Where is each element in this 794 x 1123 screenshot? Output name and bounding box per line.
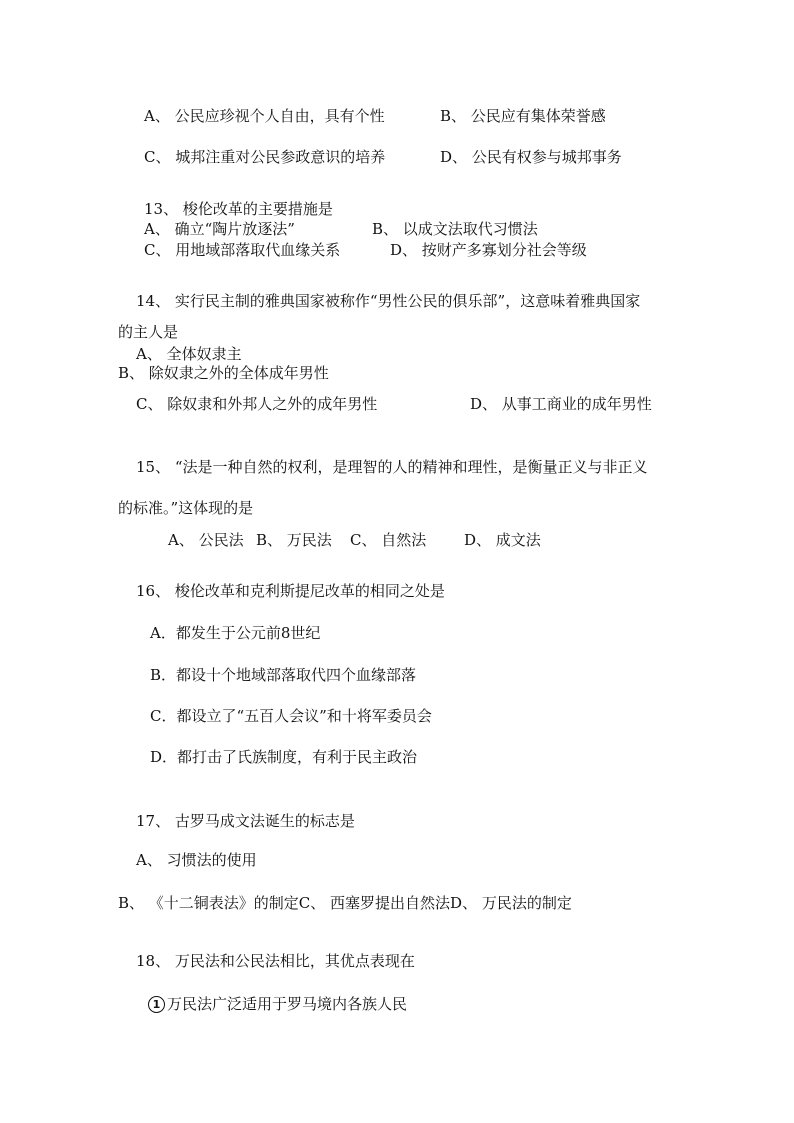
q13-option-a: A、 确立“陶片放逐法”	[144, 220, 295, 238]
q15-option-b: B、 万民法	[256, 531, 332, 549]
q12-option-d: D、 公民有权参与城邦事务	[440, 148, 622, 166]
q12-option-b: B、 公民应有集体荣誉感	[440, 107, 606, 125]
q14-stem-line2: 的主人是	[118, 323, 179, 341]
q16-stem: 16、 梭伦改革和克利斯提尼改革的相同之处是	[136, 582, 445, 600]
q12-option-a: A、 公民应珍视个人自由，具有个性	[144, 107, 385, 125]
q18-item-1	[148, 995, 407, 1013]
q16-option-a: A．都发生于公元前8世纪	[150, 624, 321, 642]
q14-option-d: D、 从事工商业的成年男性	[470, 395, 652, 413]
q16-option-b: B．都设十个地域部落取代四个血缘部落	[150, 666, 417, 684]
q14-option-c: C、 除奴隶和外邦人之外的成年男性	[136, 395, 378, 413]
q15-option-c: C、 自然法	[350, 531, 427, 549]
q15-stem-line2: 的标准。”这体现的是	[118, 499, 254, 517]
q13-option-d: D、 按财产多寡划分社会等级	[390, 241, 587, 259]
q14-stem-line1: 14、 实行民主制的雅典国家被称作“男性公民的俱乐部”，这意味着雅典国家	[136, 292, 641, 310]
q17-options-bcd: B、 《十二铜表法》的制定C、 西塞罗提出自然法D、 万民法的制定	[118, 894, 572, 912]
q16-option-c: C．都设立了“五百人会议”和十将军委员会	[150, 707, 432, 725]
q17-stem: 17、 古罗马成文法诞生的标志是	[136, 812, 355, 830]
circled-number-1: 1	[148, 996, 165, 1013]
q14-option-b: B、 除奴隶之外的全体成年男性	[118, 364, 329, 382]
q15-stem-line1: 15、 “法是一种自然的权利，是理智的人的精神和理性，是衡量正义与非正义	[136, 458, 648, 476]
q15-option-d: D、 成文法	[464, 531, 541, 549]
q12-option-c: C、 城邦注重对公民参政意识的培养	[144, 148, 386, 166]
q15-option-a: A、 公民法	[168, 531, 244, 549]
q18-item-1-text: 万民法广泛适用于罗马境内各族人民	[167, 995, 408, 1013]
q13-stem: 13、 梭伦改革的主要措施是	[144, 200, 333, 218]
q16-option-d: D．都打击了氏族制度，有利于民主政治	[150, 748, 418, 766]
q14-option-a: A、 全体奴隶主	[136, 345, 242, 363]
q13-option-c: C、 用地域部落取代血缘关系	[144, 241, 341, 259]
q18-stem: 18、 万民法和公民法相比，其优点表现在	[136, 952, 415, 970]
q13-option-b: B、 以成文法取代习惯法	[372, 220, 538, 238]
q17-option-a: A、 习惯法的使用	[136, 851, 257, 869]
